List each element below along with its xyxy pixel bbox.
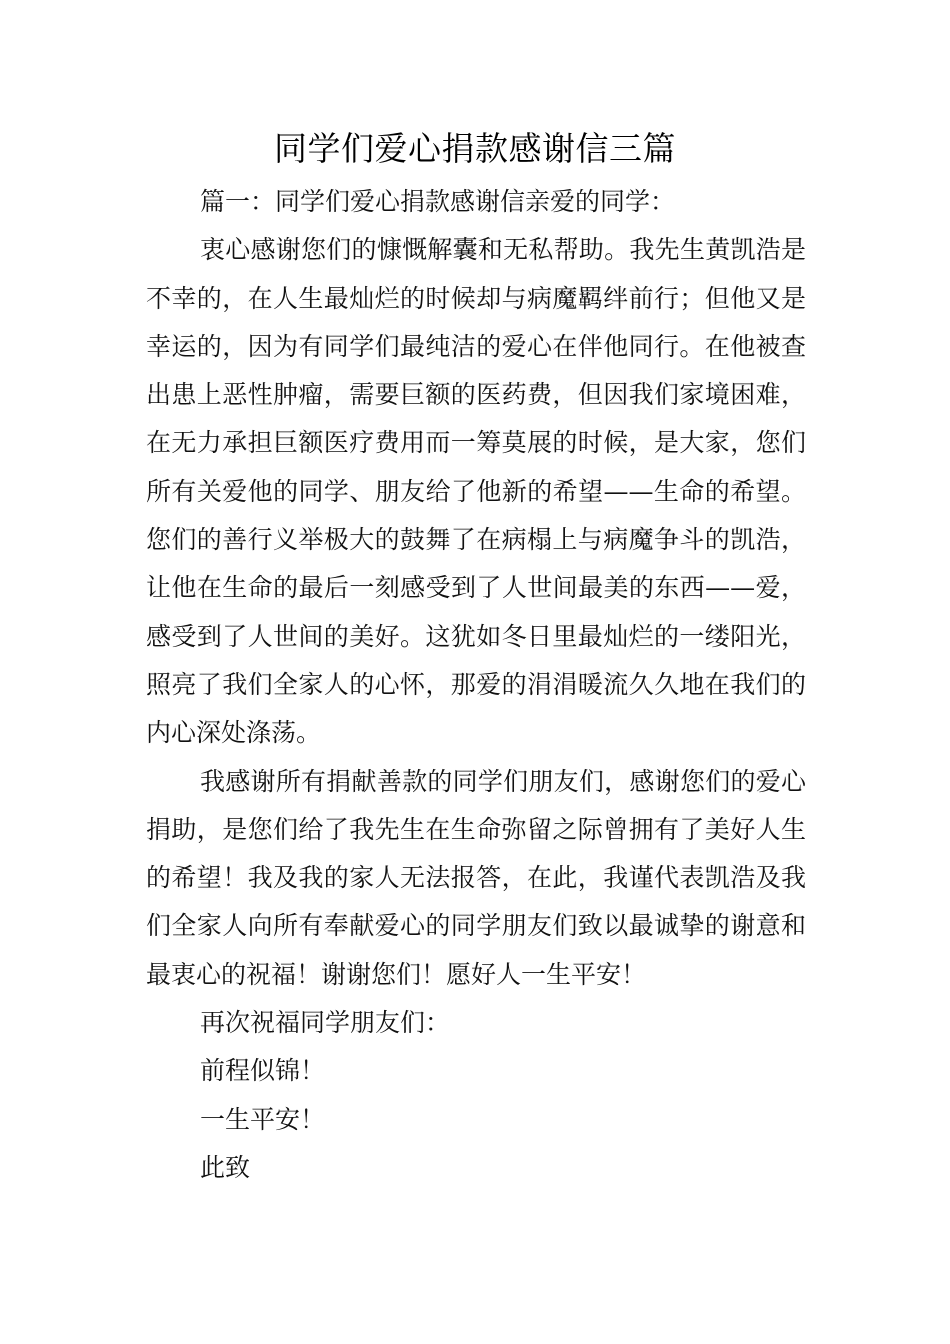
body-paragraph-1: 衷心感谢您们的慷慨解囊和无私帮助。我先生黄凯浩是不幸的，在人生最灿烂的时候却与病魔羁绊前行；但他又是幸运的，因为有同学们最纯洁的爱心在伴他同行。在他被查出患上恶性肿瘤，需要巨额的医药费，但因我们家境困难，在无力承担巨额医疗费用而一筹莫展的时候，是大家，您们所有关爱他的同学、朋友给了他新的希望——生命的希望。您们的善行义举极大的鼓舞了在病榻上与病魔争斗的凯浩，让他在生命的最后一刻感受到了人世间最美的东西——爱，感受到了人世间的美好。这犹如冬日里最灿烂的一缕阳光，照亮了我们全家人的心怀，那爱的涓涓暖流久久地在我们的内心深处涤荡。 [146, 235, 806, 748]
section-subtitle: 篇一：同学们爱心捐款感谢信亲爱的同学： [200, 187, 676, 216]
document-title: 同学们爱心捐款感谢信三篇 [274, 129, 676, 168]
closing-line-2: 前程似锦！ [200, 1056, 326, 1086]
closing-line-4: 此致 [200, 1152, 251, 1182]
closing-line-3: 一生平安！ [200, 1104, 326, 1134]
body-paragraph-2: 我感谢所有捐献善款的同学们朋友们，感谢您们的爱心捐助，是您们给了我先生在生命弥留之际曾拥有了美好人生的希望！我及我的家人无法报答，在此，我谨代表凯浩及我们全家人向所有奉献爱心的同学朋友们致以最诚挚的谢意和最衷心的祝福！谢谢您们！愿好人一生平安！ [146, 766, 806, 989]
closing-line-1: 再次祝福同学朋友们： [200, 1008, 451, 1038]
document-body [146, 178, 806, 1192]
